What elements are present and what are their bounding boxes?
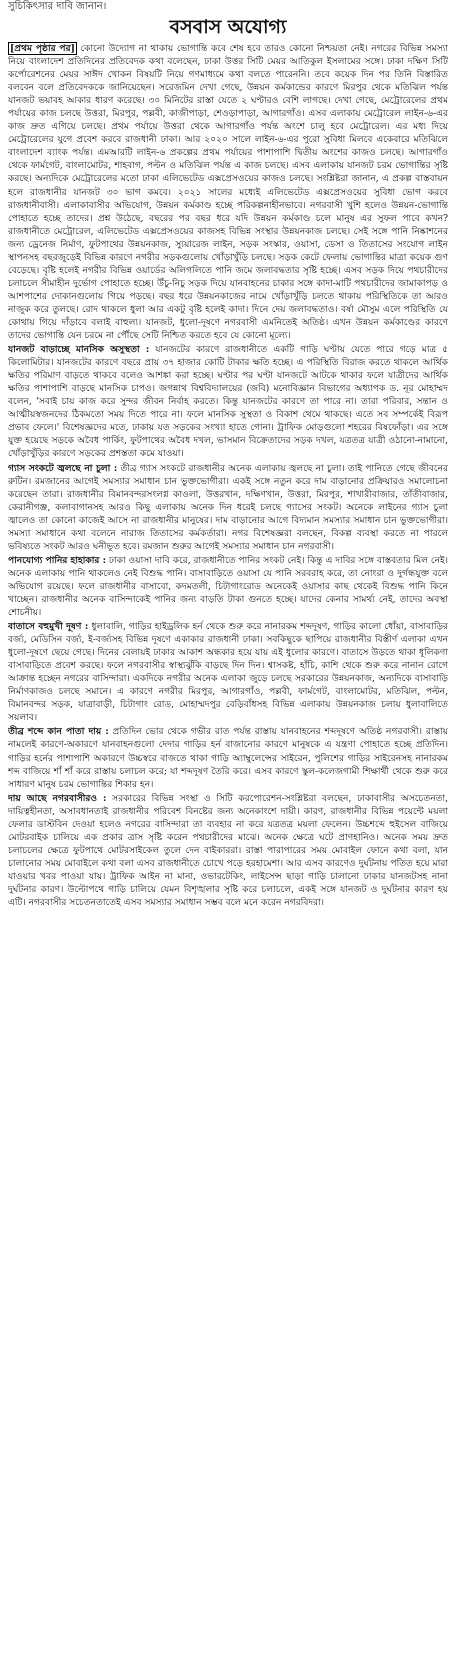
section-traffic-mental-health xyxy=(8,343,448,461)
article-headline: বসবাস অযোগ্য xyxy=(169,16,287,38)
section-heading: পানযোগ্য পানির হাহাকার : xyxy=(8,554,106,566)
section-air-pollution xyxy=(8,620,448,725)
section-text: ধুলাবালি, গাড়ির হাইড্রলিক হর্ন থেকে শুরু করে নানারকম শব্দদূষণ, গাড়ির কালো ধোঁয়া, বাসাবাড়ির বর্জ্য, মেডিসিন বর্জ্য, ই-বর্জ্যসহ বিভিন্ন দূষণে একাকার রাজধানী ঢাকা। সবকিছুকে ছাপিয়ে রাজধানীর বিস্তীর্ণ এলাকা এখন ধুলো-দূষণে ছেয়ে গেছে। দিনের বেলায়ই ঢাকার আকাশ অন্ধকার হয়ে যায় এই ধুলোর কারণে। বাতাসে উড়তে থাকা ধূলিকণা বাসাবাড়িতে প্রবেশ করছে। ফলে নগরবাসীর স্বাস্থ্যঝুঁকি বাড়ছে দিন দিন। শ্বাসকষ্ট, হাঁচি, কাশি থেকে শুরু করে নানান রোগে আক্রান্ত হচ্ছেন নগরের বাসিন্দারা। একদিকে নগরীর অনেক এলাকা জুড়ে চলছে সরকারের উন্নয়নকাজ, অন্যদিকে বাসাবাড়ি নির্মাণকাজও চলছে সমানে। এ কারণে নগরীর মিরপুর, আগারগাঁও, পল্লবী, ফার্মগেট, বাংলামোটর, মতিঝিল, পল্টন, বিমানবন্দর সড়ক, যাত্রাবাড়ী, চিটাগাং রোড, মোহাম্মদপুর বেড়িবাঁধসহ বিভিন্ন এলাকায় উন্নয়নকাজ চলায় ধুলাবালিতে সয়লাব। xyxy=(8,622,448,724)
section-text: সরকারের বিভিন্ন সংস্থা ও সিটি করপোরেশন-সংশ্লিষ্টরা বলছেন, ঢাকাবাসীর অসচেতনতা, দায়িত্বহীনতা, অসাবধানতাই রাজধানীর পরিবেশ বিনষ্টের জন্য অনেকাংশে দায়ী। কারণ, রাজধানীর বিভিন্ন পয়েন্টে ময়লা ফেলার ডাস্টবিন দেওয়া হলেও নগরের বাসিন্দারা তা ব্যবহার না করে যত্রতত্র ময়লা ফেলেন। উচ্চশব্দে হুইসেল বাজিয়ে মোটরবাইক চালিয়ে এক প্রকার ত্রাস সৃষ্টি করেন পথচারীদের মাঝে। অনেক ক্ষেত্রে ঘটে প্রাণহানিও। অনেক সময় দ্রুত চলাচলের ক্ষেত্রে ফুটপাথে মোটরসাইকেল তুলে দেন বাইকাররা। রাস্তা পারাপারের সময় মোবাইল ফোনে কথা বলা, যান চালানোর সময় মোবাইলে কথা বলা এসব রাজধানীতে চোখে পড়ে হরহামেশা। আর এসব কারণেও দুর্ঘটনায় পতিত হয়ে মারা যাওয়ার খবর পাওয়া যায়। ট্রাফিক আইন না মানা, ওভারটেকিং, লাইসেন্স ছাড়া গাড়ি চালানো ঢাকার যানজটসহ নানা দুর্ঘটনার কারণ। উল্টোপথে গাড়ি চালিয়ে যেমন বিশৃঙ্খলার সৃষ্টি করে চলাচলে, একই সঙ্গে যানজট ও দুর্ঘটনার কারণ হয় এটি। নগরবাসীর সচেতনতাতেই এসব সমস্যার সমাধান সম্ভব বলে মনে করেন নগরবিদরা। xyxy=(8,793,448,909)
intro-paragraph xyxy=(8,42,448,343)
section-heading: দায় আছে নগরবাসীরও : xyxy=(8,792,107,804)
section-citizen-responsibility xyxy=(8,792,448,910)
section-noise-pollution xyxy=(8,725,448,791)
previous-article-snippet: সুচিকিৎসার দাবি জানান। xyxy=(8,1,107,12)
continuation-tag: [প্রথম পৃষ্ঠার পর] xyxy=(10,43,75,54)
section-gas-crisis xyxy=(8,462,448,554)
section-text: ঢাকা ওয়াসা দাবি করে, রাজধানীতে পানির সংকট নেই। কিন্তু এ দাবির সঙ্গে বাস্তবতার মিল নেই। অনেক এলাকায় পানি থাকলেও নেই বিশুদ্ধ পানি। বাসাবাড়িতে ওয়াসা যে পানি সরবরাহ করে, তা নোংরা ও দুর্গন্ধযুক্ত বলে অভিযোগ রয়েছে। ফলে রাজধানীর বাসাবো, কদমতলী, চিটাগাংরোড অনেকেই ওয়াসার কাছ থেকেই বিশুদ্ধ পানি কিনে খাচ্ছেন। রাজধানীর অনেক বাসিন্দাকেই পানির জন্য বাড়তি টাকা গুনতে হচ্ছে। যাদের কেনার সামর্থ্য নেই, তাদের অবস্থা শোচনীয়। xyxy=(8,555,448,619)
section-drinking-water xyxy=(8,554,448,620)
intro-text: কোনো উদ্যোগ না থাকায় ভোগান্তি কবে শেষ হবে তারও কোনো নিশ্চয়তা নেই। নগরের বিভিন্ন সমস্যা নিয়ে বাংলাদেশ প্রতিদিনের প্রতিবেদক কথা বলেছেন, ঢাকা উত্তর সিটি মেয়র আতিকুল ইসলামের সঙ্গে। ঢাকা দক্ষিণ সিটি কর্পোরেশনের মেয়র সাঈদ খোকন বিষয়টি নিয়ে গণমাধ্যমে কথা বলতে পারেননি। তবে কয়েক দিন পর তিনি বিস্তারিত বলবেন বলে প্রতিবেদককে জানিয়েছেন। সরেজমিন দেখা গেছে, উন্নয়ন কর্মকান্ডের কারণে মিরপুর থেকে মতিঝিল পর্যন্ত যানজট ভয়াবহ আকার ধারণ করেছে। ৩০ মিনিটের রাস্তা যেতে ২ ঘণ্টারও বেশি লাগছে। দেখা গেছে, মেট্রোরেলের প্রথম পর্যায়ের কাজ চলছে উত্তরা, মিরপুর, পল্লবী, কাজীপাড়া, শেওড়াপাড়া, আগারগাঁও। এসব এলাকায় মেট্রোরেল লাইন-৬-এর কাজ দ্রুত এগিয়ে চলছে। প্রথম পর্যায়ে উত্তরা থেকে আগারগাঁও পর্যন্ত অংশে চালু হবে মেট্রোরেল। এর মধ্য দিয়ে মেট্রোরেলের যুগে প্রবেশ করবে রাজধানী ঢাকা। আর ২০২০ সালে লাইন-৬-এর পুরো সুবিধা মিলবে একেবারে মতিঝিলে বাংলাদেশ ব্যাংক পর্যন্ত। এমআরটি লাইন-৬ প্রকল্পের প্রথম পর্যায়ের পাশাপাশি দ্বিতীয় অংশের কাজও চলছে। আগারগাঁও থেকে ফার্মগেট, বাংলামোটর, শাহবাগ, পল্টন ও মতিঝিল পর্যন্ত এ কাজ চলছে। এসব এলাকায় যানজট চরম ভোগান্তির সৃষ্টি করছে। অন্যদিকে মেট্রোরেলের মতো ঢাকা এলিভেটেড এক্সপ্রেসওয়ের কাজও চলছে। সংশ্লিষ্টরা জানান, এ প্রকল্প বাস্তবায়ন হলে রাজধানীর যানজট ৩০ ভাগ কমবে। ২০২১ সালের মধ্যেই এলিভেটেড এক্সপ্রেসওয়ের সুবিধা ভোগ করবে রাজধানীবাসী। এলাকাবাসীর অভিযোগ, উন্নয়ন কর্মকাণ্ড হচ্ছে পরিকল্পনাহীনভাবে। নগরবাসী খুশি হলেও উন্নয়ন-ভোগান্তি পোহাতে হচ্ছে তাদের। প্রশ্ন উঠেছে, বছরের পর বছর ধরে যদি উন্নয়ন কর্মকাণ্ড চলে মানুষ এর সুফল পাবে কখন? রাজধানীতে মেট্রোরেল, এলিভেটেড এক্সপ্রেসওয়ের কাজসহ বিভিন্ন সংস্থার উন্নয়নকাজ চলছে। সেই সঙ্গে পানি নিষ্কাশনের জন্য ড্রেনেজ নির্মাণ, ফুটপাথের উন্নয়নকাজ, স্যুয়ারেজ লাইন, সড়ক সংস্কার, ওয়াসা, ডেসা ও তিতাসের সংযোগ লাইন স্থাপনসহ বছরজুড়েই বিভিন্ন কারণে নগরীর সড়কগুলোয় খোঁড়াখুঁড়ি চলছে। সড়ক কেটে ফেলায় ভোগান্তির মাত্রা কয়েক গুণ বেড়েছে। বৃষ্টি হলেই নগরীর বিভিন্ন ওয়ার্ডের অলিগলিতে পানি জমে জলাবদ্ধতার সৃষ্টি হচ্ছে। এসব সড়ক দিয়ে পথচারীদের চলাচলে সীমাহীন দুর্ভোগ পোহাতে হচ্ছে। উঁচু-নিচু সড়ক দিয়ে যানবাহনের চাকার সঙ্গে কাদা-মাটি পথচারীদের জামাকাপড় ও আশপাশের দোকানগুলোয় গিয়ে পড়ছে। বছর ধরে উন্নয়নকাজের নামে খোঁড়াখুঁড়ি চলতে থাকায় পরিস্থিতিকে তা আরও নাজুক করে তুলছে। রোদ থাকলে ধুলা আর একটু বৃষ্টি হলেই কাদা। দিনে দেয় জলাবদ্ধতাও। বর্ষা মৌসুম এলে পরিস্থিতি যে কোথায় গিয়ে দাঁড়াবে বলাই বাহুল্য। যানজট, ধুলো-দূষণে নগরবাসী এমনিতেই অতিষ্ঠ। এখন উন্নয়ন কর্মকাণ্ডের কারণে তাদের ভোগান্তি যেন চরমে না পৌঁছে সেটি নিশ্চিত করতে হবে যে কোনো মূল্যে। xyxy=(8,44,448,342)
section-heading: বাতাসে বহুমুখী দূষণ : xyxy=(8,621,89,633)
section-text: তীব্র গ্যাস সংকটে রাজধানীর অনেক এলাকায় জ্বলছে না চুলা। তাই পানিতে গেছে জীবনের রুটিন। রমজানের আগেই সমস্যার সমাধান চান ভুক্তভোগীরা। একই সঙ্গে নতুন করে দাম বাড়ানোর প্রক্রিয়ারও সমালোচনা করেছেন তারা। রাজধানীর বিমানবন্দরসংলগ্ন কাওলা, উত্তরখান, দক্ষিণখান, উত্তরা, মিরপুর, শাখারীবাজার, তাঁতীবাজার, কেরানীগঞ্জ, কলাবাগানসহ আরও কিছু এলাকায় অনেক দিন ধরেই চলছে গ্যাসের সংকট। অনেকে লাইনের গ্যাস চুলা জ্বালেও তা কোনো কাজেই আসে না রাজধানীর মানুষের। দাম বাড়ানোর আগে বিদ্যমান সমস্যার সমাধান চান ভুক্তভোগীরা। সমস্যা সমাধানে কথা বলেনে নারাজ তিতাসের কর্মকর্তারা। নগর বিশেষজ্ঞরা বলছেন, বিকল্প ব্যবস্থা করতে না পারলে ভবিষ্যতে সংকট আরও ঘনীভূত হবে। রমজান শুরুর আগেই সমস্যার সমাধান চান নগরবাসী। xyxy=(8,463,448,552)
article-body xyxy=(8,42,448,1660)
section-heading: যানজট বাড়াচ্ছে মানসিক অসুস্থতা : xyxy=(8,344,150,356)
section-heading: তীব্র শব্দে কান পাতা দায় : xyxy=(8,726,109,738)
section-text: যানজটের কারণে রাজধানীতে একটি গাড়ি ঘণ্টায় যেতে পারে গড়ে মাত্র ৫ কিলোমিটার। যানজটের কারণে বছরে প্রায় ৩৭ হাজার কোটি টাকার ক্ষতি হচ্ছে। এ পরিস্থিতি বিরাজ করতে থাকলে আর্থিক ক্ষতির পরিমাণ বাড়তে থাকবে বলেও আশঙ্কা করা হচ্ছে। ঘণ্টার পর ঘণ্টা যানজটে আটকে থাকার ফলে যাত্রীদের আর্থিক ক্ষতির পাশাপাশি বাড়ছে মানসিক চাপও। জগন্নাথ বিশ্ববিদ্যালয়ের (জবি) মনোবিজ্ঞান বিভাগের অধ্যাপক ড. নূর মোহাম্মদ বলেন, 'সবাই চায় কাজ করে সুন্দর জীবন নির্বাহ করতে। কিন্তু যানজটের কারণে তা পারে না। তারা পরিবার, সন্তান ও আত্মীয়স্বজনদের ঠিকমতো সময় দিতে পারে না। ফলে মানসিক সুস্থতা ও বিকাশ থেমে থাকছে। এতে সব সম্পর্কেই বিরূপ প্রভাব ফেলে।' বিশেষজ্ঞদের মতে, ঢাকায় যত সড়কের সংখ্যা হাতে গোনা। ট্রাফিক মোড়গুলো শহরের বিষফোঁড়া। এর সঙ্গে যুক্ত হয়েছে সড়কে অবৈধ পার্কিং, ফুটপাথের অবৈধ দখল, ভাসমান বিক্রেতাদের সড়ক দখল, যত্রতত্র যাত্রী ওঠানো-নামানো, খোঁড়াখুঁড়ির কারণে সড়কের প্রশস্ততা কমে যাওয়া। xyxy=(8,345,448,460)
section-heading: গ্যাস সংকটে জ্বলছে না চুলা : xyxy=(8,462,118,474)
section-text: প্রতিদিন ভোর থেকে গভীর রাত পর্যন্ত রাস্তায় যানবাহনের শব্দদূষণে অতিষ্ঠ নগরবাসী। রাস্তায় নামলেই কারণে-অকারণে যানবাহনগুলো দেদার গাড়ির হর্ন বাজানোর কারণে মানুষকে এ যন্ত্রণা পোহাতে হচ্ছে প্রতিদিন। গাড়ির হর্নের পাশাপাশি অকারণে উচ্চস্বরে বাজতে থাকা গাড়ি অ্যাম্বুলেন্সের সাইরেন, পুলিশের গাড়ির সাইরেনসহ নানারকম শব্দ বাজিয়ে শাঁ শাঁ করে রাস্তায় চলাচল করে; যা শব্দদূষণ তৈরি করে। এসব কারণে স্কুল-কলেজগামী শিক্ষার্থী থেকে শুরু করে সাধারণ মানুষ চরম ভোগান্তির শিকার হন। xyxy=(8,727,448,790)
